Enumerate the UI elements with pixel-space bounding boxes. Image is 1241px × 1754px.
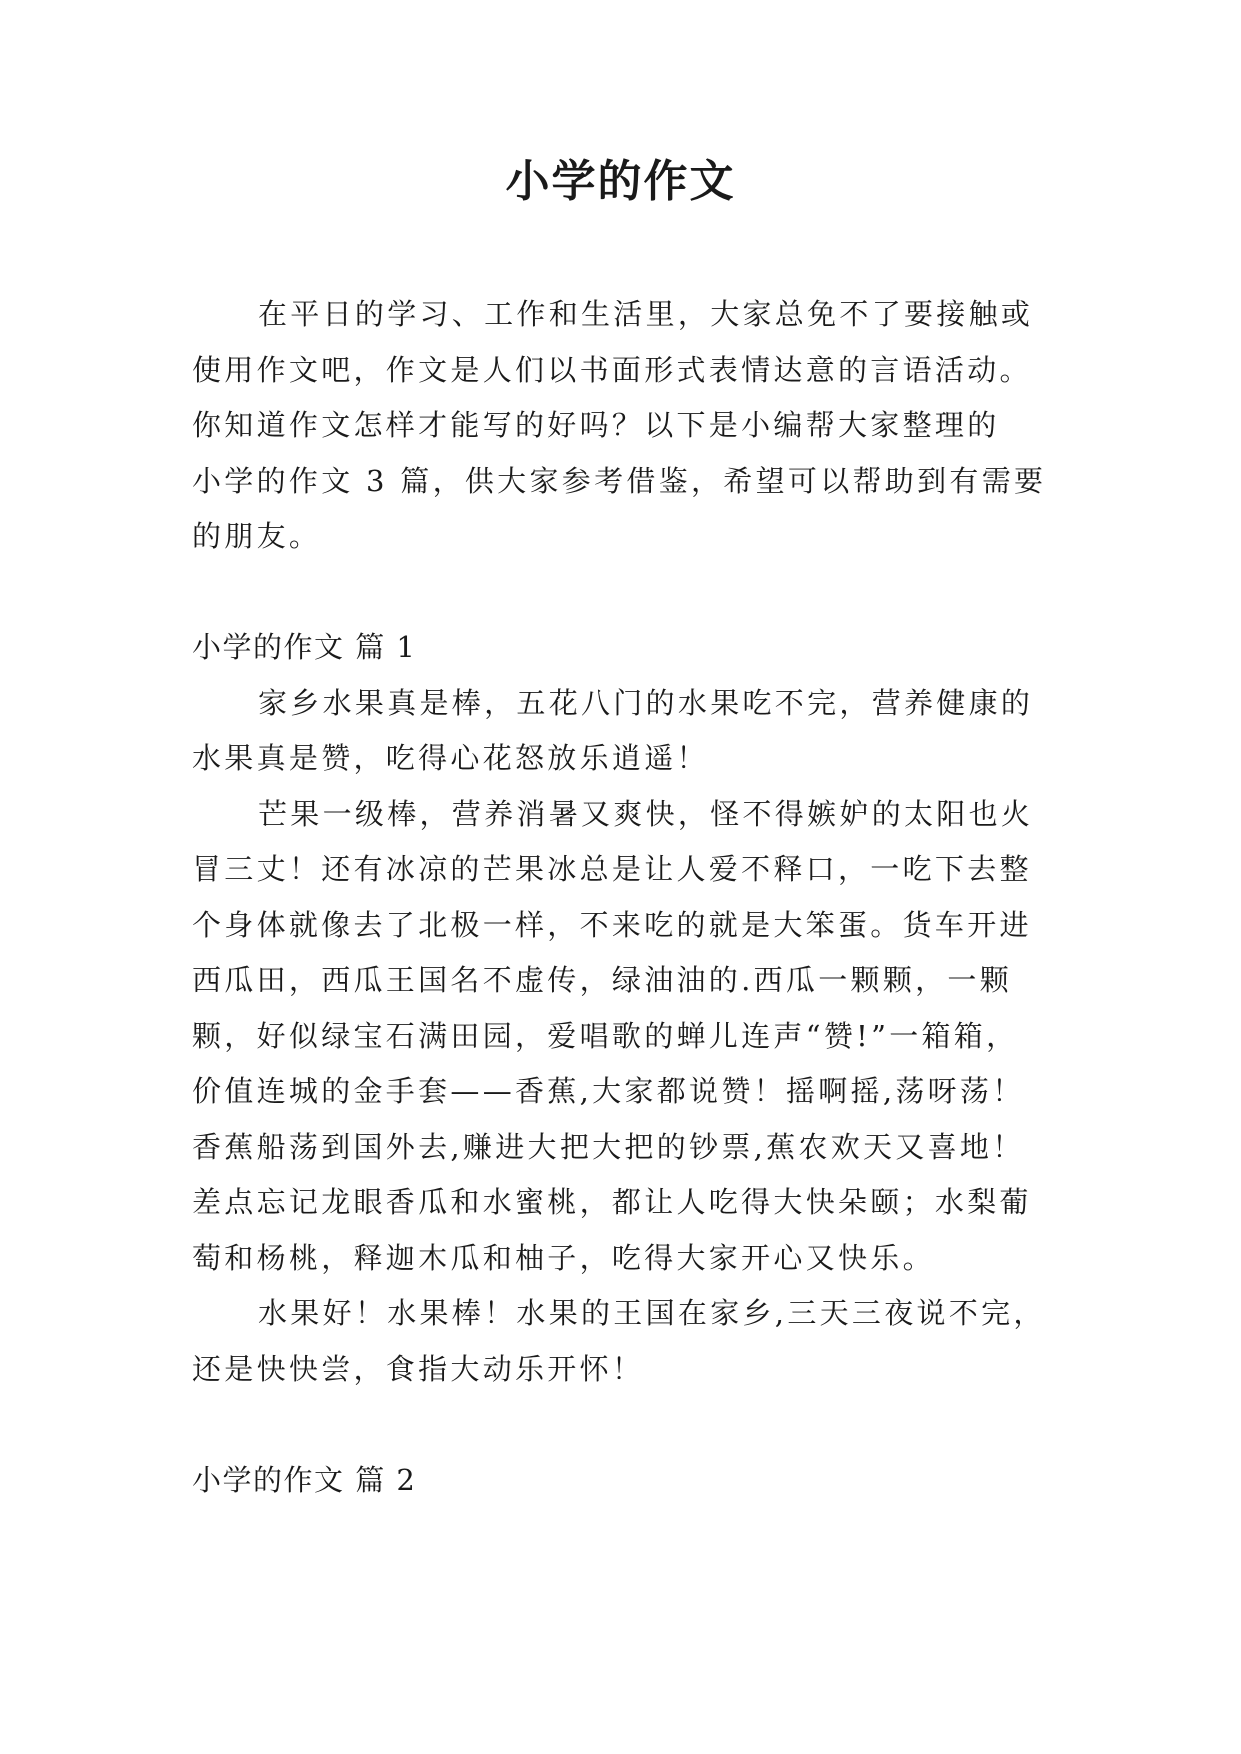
document-body: [192, 287, 1052, 1508]
text-line: 在平日的学习、工作和生活里，大家总免不了要接触或: [258, 297, 1034, 331]
paragraph: [192, 787, 1052, 1287]
text-line: 的朋友。: [192, 519, 322, 553]
text-line: 冒三丈！还有冰凉的芒果冰总是让人爱不释口，一吃下去整: [192, 852, 1032, 886]
text-line: 萄和杨桃，释迦木瓜和柚子，吃得大家开心又快乐。: [192, 1240, 935, 1275]
text-line: 西瓜田，西瓜王国名不虚传，绿油油的.西瓜一颗颗，一颗: [192, 963, 1013, 997]
text-line: 个身体就像去了北极一样，不来吃的就是大笨蛋。货车开进: [192, 907, 1032, 942]
section-2: [192, 1453, 1052, 1509]
section-heading: 小学的作文 篇 2: [192, 1462, 417, 1497]
spacer: [192, 1397, 1052, 1453]
text-line: 家乡水果真是棒，五花八门的水果吃不完，营养健康的: [258, 685, 1034, 720]
paragraph: [192, 676, 1052, 787]
text-line: 水果好！水果棒！水果的王国在家乡,三天三夜说不完，: [258, 1296, 1046, 1330]
spacer: [192, 565, 1052, 621]
text-line: 香蕉船荡到国外去,赚进大把大把的钞票,蕉农欢天又喜地！: [192, 1129, 1025, 1164]
text-line: 小学的作文 3 篇，供大家参考借鉴，希望可以帮助到有需要: [192, 463, 1047, 498]
text-line: 芒果一级棒，营养消暑又爽快，怪不得嫉妒的太阳也火: [258, 796, 1034, 831]
text-line: 你知道作文怎样才能写的好吗？以下是小编帮大家整理的: [192, 408, 1000, 442]
text-line: 差点忘记龙眼香瓜和水蜜桃，都让人吃得大快朵颐；水梨葡: [192, 1185, 1032, 1219]
text-line: 颗，好似绿宝石满田园，爱唱歌的蝉儿连声“赞!”一箱箱，: [192, 1018, 1019, 1053]
document-title: 小学的作文: [505, 156, 736, 207]
text-line: 还是快快尝，食指大动乐开怀！: [192, 1351, 645, 1386]
text-line: 价值连城的金手套——香蕉,大家都说赞！摇啊摇,荡呀荡！: [192, 1074, 1025, 1108]
intro-paragraph: [192, 287, 1052, 565]
section-1: [192, 620, 1052, 1397]
section-heading: 小学的作文 篇 1: [192, 630, 417, 664]
text-line: 使用作文吧，作文是人们以书面形式表情达意的言语活动。: [192, 352, 1032, 387]
text-line: 水果真是赞，吃得心花怒放乐逍遥！: [192, 741, 709, 775]
paragraph: [192, 1286, 1052, 1397]
